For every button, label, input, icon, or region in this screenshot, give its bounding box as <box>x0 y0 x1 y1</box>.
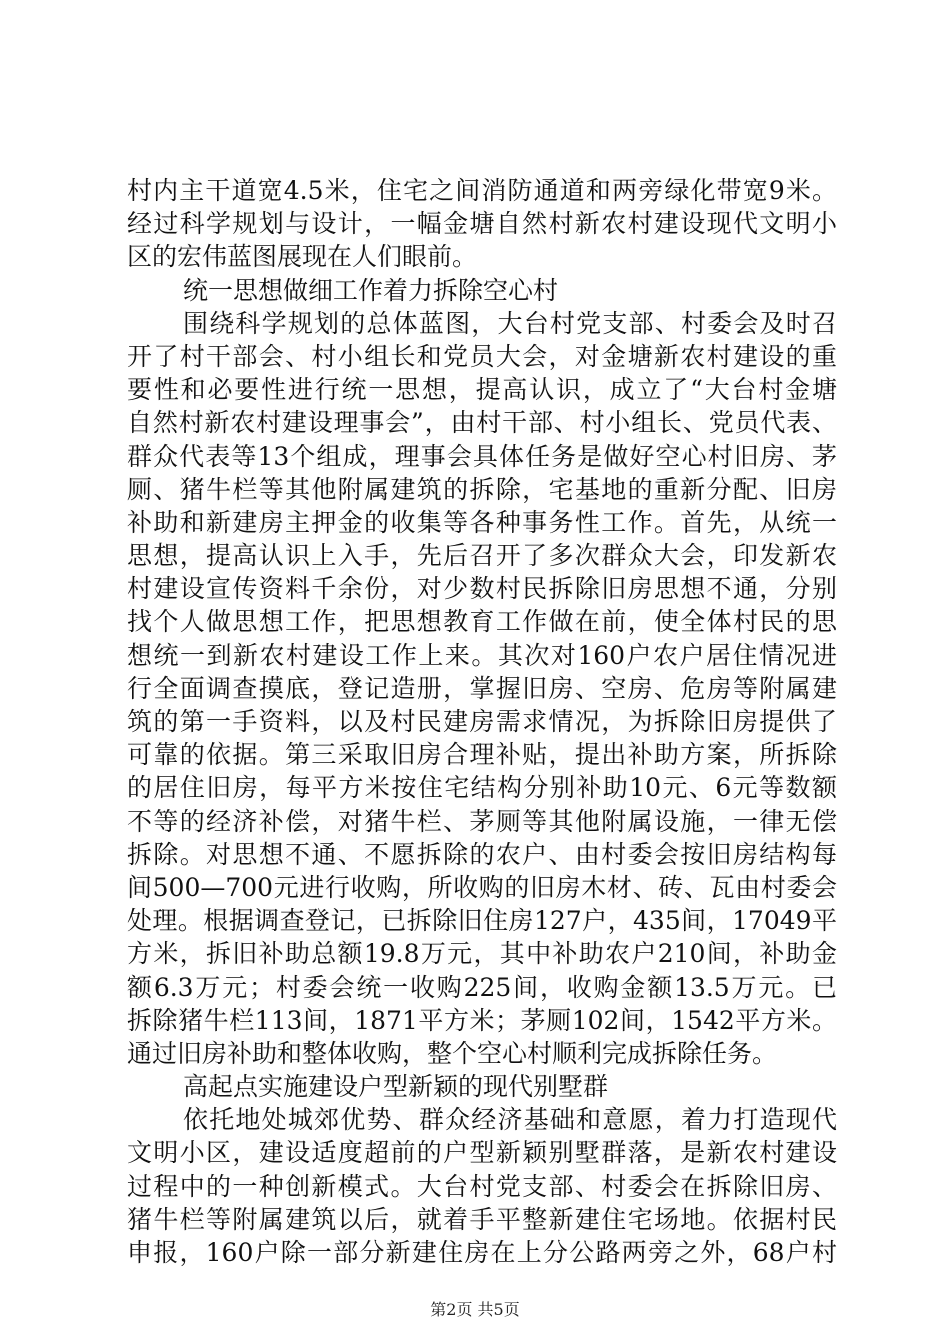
body-text <box>127 174 837 1269</box>
text-line: 想统一到新农村建设工作上来。其次对160户农户居住情况进 <box>127 640 837 670</box>
text-line: 拆除猪牛栏113间，1871平方米；茅厕102间，1542平方米。 <box>127 1005 837 1035</box>
text-line: 村建设宣传资料千余份，对少数村民拆除旧房思想不通，分别 <box>127 574 837 604</box>
text-line: 行全面调查摸底，登记造册，掌握旧房、空房、危房等附属建 <box>127 673 837 703</box>
text-line: 过程中的一种创新模式。大台村党支部、村委会在拆除旧房、 <box>127 1171 837 1201</box>
text-line: 的居住旧房，每平方米按住宅结构分别补助10元、6元等数额 <box>127 773 837 803</box>
text-line: 通过旧房补助和整体收购，整个空心村顺利完成拆除任务。 <box>127 1038 778 1068</box>
text-line: 自然村新农村建设理事会”，由村干部、村小组长、党员代表、 <box>127 408 837 438</box>
text-line: 村内主干道宽4.5米，住宅之间消防通道和两旁绿化带宽9米。 <box>127 176 837 205</box>
text-line: 经过科学规划与设计，一幅金塘自然村新农村建设现代文明小 <box>127 209 837 239</box>
text-line: 开了村干部会、村小组长和党员大会，对金塘新农村建设的重 <box>127 341 837 371</box>
text-line: 筑的第一手资料，以及村民建房需求情况，为拆除旧房提供了 <box>127 707 837 736</box>
text-line: 区的宏伟蓝图展现在人们眼前。 <box>127 242 478 272</box>
text-line: 围绕科学规划的总体蓝图，大台村党支部、村委会及时召 <box>183 308 837 338</box>
text-line: 间500—700元进行收购，所收购的旧房木材、砖、瓦由村委会 <box>127 872 837 902</box>
text-line: 要性和必要性进行统一思想，提高认识，成立了“大台村金塘 <box>127 375 837 405</box>
text-line: 拆除。对思想不通、不愿拆除的农户、由村委会按旧房结构每 <box>127 839 837 869</box>
text-line: 厕、猪牛栏等其他附属建筑的拆除，宅基地的重新分配、旧房 <box>127 474 837 504</box>
text-line: 文明小区，建设适度超前的户型新颖别墅群落，是新农村建设 <box>127 1138 837 1168</box>
text-line: 群众代表等13个组成，理事会具体任务是做好空心村旧房、茅 <box>127 441 837 471</box>
text-line: 额6.3万元；村委会统一收购225间，收购金额13.5万元。已 <box>127 972 837 1002</box>
text-line: 猪牛栏等附属建筑以后，就着手平整新建住宅场地。依据村民 <box>127 1204 837 1234</box>
section-heading: 统一思想做细工作着力拆除空心村 <box>183 275 559 305</box>
text-line: 不等的经济补偿，对猪牛栏、茅厕等其他附属设施，一律无偿 <box>127 806 837 836</box>
text-line: 方米，拆旧补助总额19.8万元，其中补助农户210间，补助金 <box>127 939 837 969</box>
text-line: 申报，160户除一部分新建住房在上分公路两旁之外，68户村 <box>127 1238 837 1267</box>
text-line: 处理。根据调查登记，已拆除旧住房127户，435间，17049平 <box>127 906 837 936</box>
section-heading: 高起点实施建设户型新颖的现代别墅群 <box>183 1072 609 1102</box>
text-line: 思想，提高认识上入手，先后召开了多次群众大会，印发新农 <box>127 541 837 571</box>
text-line: 补助和新建房主押金的收集等各种事务性工作。首先，从统一 <box>127 507 837 537</box>
text-line: 找个人做思想工作，把思想教育工作做在前，使全体村民的思 <box>127 607 837 637</box>
text-line: 依托地处城郊优势、群众经济基础和意愿，着力打造现代 <box>183 1105 837 1135</box>
text-line: 可靠的依据。第三采取旧房合理补贴，提出补助方案，所拆除 <box>127 740 837 770</box>
page-footer: 第2页 共5页 <box>430 1300 520 1319</box>
